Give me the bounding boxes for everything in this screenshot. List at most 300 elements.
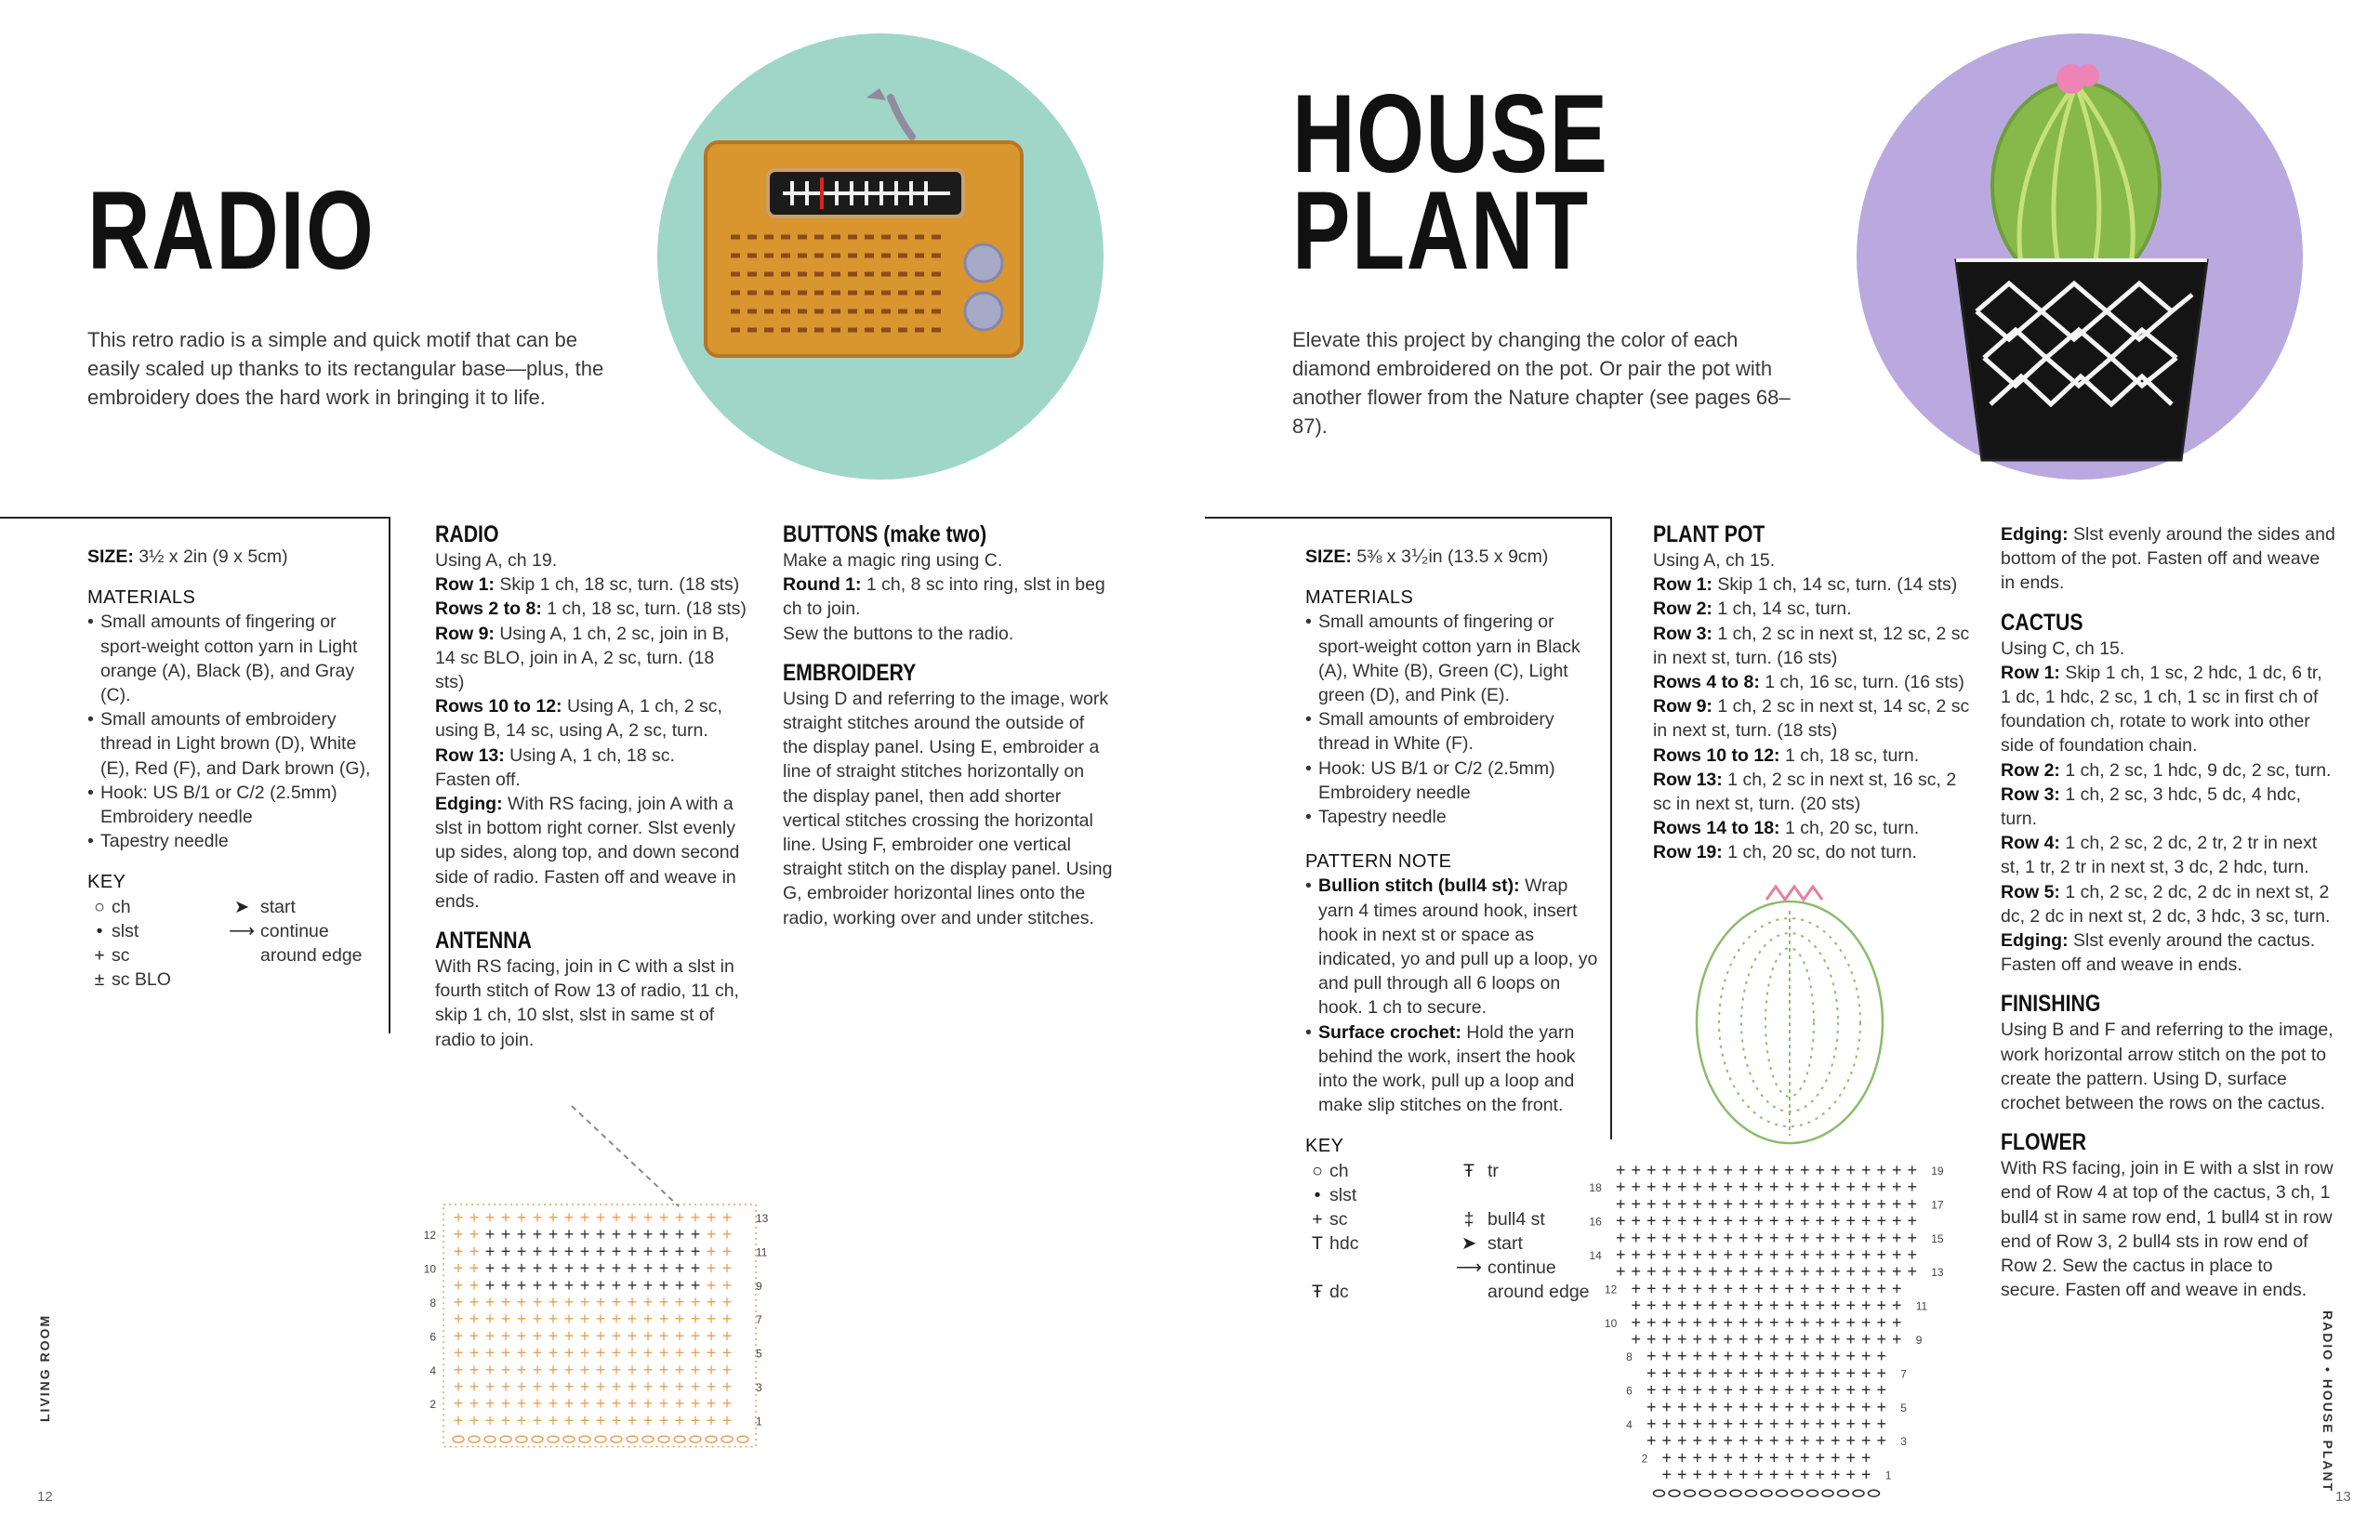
chain-mark	[595, 1436, 606, 1442]
chain-mark	[674, 1436, 685, 1442]
pattern-line	[783, 548, 1114, 573]
stitch-mark: +	[1876, 1262, 1887, 1282]
stitch-mark: +	[1815, 1431, 1826, 1451]
stitch-mark: +	[1676, 1161, 1687, 1179]
stitch-mark: +	[642, 1242, 654, 1261]
stitch-mark: +	[1692, 1431, 1703, 1451]
row-number-label: 4	[430, 1363, 436, 1377]
materials-item: • Small amounts of fingering or sport-weight cotton yarn in Black (A), White (B), Green (C), Light green (D), and Pink (E).	[1305, 610, 1601, 707]
stitch-mark: +	[1860, 1363, 1871, 1383]
stitch-mark: +	[642, 1258, 654, 1278]
stitch-mark: +	[1692, 1262, 1703, 1282]
stitch-mark: +	[1768, 1380, 1779, 1400]
stitch-mark: +	[1753, 1228, 1765, 1247]
stitch-mark: +	[1907, 1262, 1918, 1282]
stitch-mark: +	[1815, 1194, 1826, 1214]
stitch-mark: +	[1753, 1465, 1765, 1484]
stitch-mark: +	[595, 1208, 606, 1227]
radio-pattern-column	[435, 515, 747, 1052]
stitch-mark: +	[1876, 1245, 1887, 1264]
row-label: Row 9:	[435, 623, 495, 644]
note-label: Bullion stitch (bull4 st):	[1318, 875, 1520, 897]
stitch-mark: +	[1830, 1415, 1841, 1433]
stitch-mark: +	[1784, 1465, 1795, 1484]
stitch-mark: +	[1830, 1228, 1841, 1247]
stitch-mark: +	[453, 1343, 464, 1362]
pattern-line	[435, 597, 747, 621]
stitch-mark: +	[1676, 1431, 1687, 1451]
stitch-mark: +	[1631, 1330, 1642, 1349]
stitch-mark: +	[516, 1377, 527, 1396]
stitch-mark: +	[563, 1377, 575, 1396]
stitch-mark: +	[1738, 1448, 1749, 1468]
pattern-line	[1653, 597, 1978, 621]
pattern-line	[1653, 573, 1978, 597]
stitch-mark: +	[1661, 1279, 1673, 1298]
house-plant-illustration	[1856, 33, 2304, 480]
pattern-line	[435, 694, 747, 743]
chain-mark	[642, 1436, 654, 1442]
stitch-mark: +	[563, 1360, 575, 1379]
stitch-mark: +	[1707, 1312, 1718, 1332]
materials-item: • Tapestry needle	[1305, 805, 1601, 829]
stitch-mark: +	[595, 1377, 606, 1396]
stitch-mark: +	[1845, 1330, 1857, 1349]
stitch-mark: +	[611, 1310, 622, 1329]
stitch-mark: +	[721, 1326, 733, 1346]
stitch-mark: +	[1692, 1465, 1703, 1484]
row-label: Rows 4 to 8:	[1653, 672, 1760, 693]
stitch-mark: +	[1707, 1415, 1718, 1433]
stitch-mark: +	[1891, 1161, 1902, 1179]
stitch-mark: +	[1738, 1397, 1749, 1416]
stitch-mark: +	[1799, 1330, 1810, 1349]
stitch-mark: +	[1845, 1228, 1857, 1247]
row-text: Skip 1 ch, 14 sc, turn. (14 sts)	[1712, 574, 1958, 596]
stitch-mark: +	[1830, 1363, 1841, 1383]
stitch-mark: +	[611, 1208, 622, 1227]
stitch-mark: +	[453, 1326, 464, 1346]
stitch-mark: +	[706, 1343, 717, 1362]
stitch-mark: +	[563, 1310, 575, 1329]
stitch-mark: +	[611, 1225, 622, 1244]
stitch-mark: +	[1830, 1262, 1841, 1282]
stitch-mark: +	[1860, 1194, 1871, 1214]
stitch-mark: +	[611, 1394, 622, 1414]
stitch-mark: +	[1907, 1194, 1918, 1214]
row-number-label: 19	[1931, 1165, 1944, 1178]
stitch-mark: +	[563, 1293, 575, 1311]
stitch-mark: +	[1631, 1161, 1642, 1179]
stitch-mark: +	[690, 1242, 701, 1261]
stitch-mark: +	[1707, 1397, 1718, 1416]
row-text: With RS facing, join A with a slst in bottom right corner. Slst evenly up sides, along top, and down second side of radio. Fasten off and weave in ends.	[435, 794, 740, 912]
stitch-mark: +	[1676, 1380, 1687, 1400]
pattern-line	[2001, 783, 2335, 831]
stitch-mark: +	[690, 1360, 701, 1379]
stitch-mark: +	[579, 1394, 590, 1414]
stitch-mark: +	[469, 1343, 480, 1362]
stitch-mark: +	[516, 1360, 527, 1379]
stitch-mark: +	[690, 1343, 701, 1362]
stitch-mark: +	[627, 1360, 638, 1379]
stitch-mark: +	[548, 1293, 559, 1311]
stitch-mark: +	[1646, 1312, 1657, 1332]
stitch-mark: +	[1661, 1178, 1673, 1197]
pattern-line	[2001, 928, 2335, 977]
materials-item: • Small amounts of fingering or sport-weight cotton yarn in Light orange (A), Black (B), and Gray (C).	[87, 610, 376, 707]
note-text: Hold the yarn behind the work, insert the hook into the work, pull up a loop and make slip stitches on the front.	[1318, 1021, 1576, 1116]
section-heading-flower: FLOWER	[2001, 1129, 2087, 1156]
chain-mark	[611, 1436, 622, 1442]
stitch-mark: +	[1907, 1211, 1918, 1231]
stitch-mark: +	[706, 1225, 717, 1244]
stitch-mark: +	[1661, 1397, 1673, 1416]
radio-illustration	[656, 33, 1104, 480]
stitch-mark: +	[453, 1360, 464, 1379]
row-label: Row 1:	[2001, 662, 2060, 683]
stitch-mark: +	[658, 1310, 669, 1329]
continue-arrow-icon: ⟶	[1456, 1257, 1482, 1278]
stitch-mark: +	[642, 1293, 654, 1311]
row-text: 1 ch, 16 sc, turn. (16 sts)	[1759, 672, 1964, 693]
stitch-mark: +	[516, 1411, 527, 1430]
page-title-radio: RADIO	[87, 168, 376, 293]
stitch-mark: +	[1876, 1296, 1887, 1315]
stitch-mark: +	[674, 1326, 685, 1346]
stitch-mark: +	[563, 1343, 575, 1362]
row-text: Using A, 1 ch, 2 sc, using B, 14 sc, using A, 2 sc, turn.	[435, 696, 722, 742]
stitch-mark: +	[1692, 1245, 1703, 1264]
stitch-mark: +	[1738, 1262, 1749, 1282]
stitch-mark: +	[1784, 1245, 1795, 1264]
pattern-line	[435, 573, 747, 597]
stitch-mark: +	[1845, 1380, 1857, 1400]
stitch-mark: +	[1891, 1178, 1902, 1197]
stitch-mark: +	[1784, 1397, 1795, 1416]
stitch-mark: +	[1646, 1279, 1657, 1298]
stitch-mark: +	[1692, 1161, 1703, 1179]
note-text: Wrap yarn 4 times around hook, insert hook in next st or space as indicated, yo and pull up a loop, yo and pull through all 6 loops on hook. 1 ch to secure.	[1318, 875, 1598, 1019]
pattern-line	[1653, 548, 1978, 573]
stitch-mark: +	[1692, 1211, 1703, 1231]
stitch-mark: +	[642, 1225, 654, 1244]
stitch-mark: +	[721, 1411, 733, 1430]
stitch-mark: +	[627, 1411, 638, 1430]
row-label: Row 1:	[435, 574, 495, 596]
row-text: 1 ch, 2 sc in next st, 16 sc, 2 sc in next st, turn. (20 sts)	[1653, 769, 1957, 815]
stitch-mark: +	[1815, 1211, 1826, 1231]
stitch-mark: +	[1753, 1161, 1765, 1179]
stitch-mark: +	[1891, 1312, 1902, 1332]
stitch-mark: +	[1631, 1245, 1642, 1264]
stitch-mark: +	[516, 1343, 527, 1362]
row-number-label: 18	[1589, 1181, 1602, 1195]
row-number-label: 12	[423, 1229, 436, 1243]
pattern-line	[1653, 816, 1978, 840]
stitch-mark: +	[1692, 1296, 1703, 1315]
stitch-mark: +	[1860, 1448, 1871, 1468]
key-spacer	[1450, 1280, 1488, 1304]
stitch-mark: +	[611, 1326, 622, 1346]
pattern-line	[2001, 661, 2335, 758]
stitch-mark: +	[500, 1208, 511, 1227]
stitch-mark: +	[642, 1208, 654, 1227]
stitch-mark: +	[674, 1343, 685, 1362]
row-label: Row 19:	[1653, 842, 1723, 863]
stitch-mark: +	[690, 1326, 701, 1346]
stitch-mark: +	[1815, 1296, 1826, 1315]
stitch-mark: +	[579, 1293, 590, 1311]
stitch-mark: +	[579, 1258, 590, 1278]
stitch-mark: +	[532, 1326, 543, 1346]
materials-list	[87, 610, 376, 853]
stitch-mark: +	[706, 1310, 717, 1329]
stitch-mark: +	[1768, 1312, 1779, 1332]
sc-symbol-icon: +	[94, 944, 105, 966]
stitch-mark: +	[453, 1310, 464, 1329]
stitch-mark: +	[1631, 1279, 1642, 1298]
stitch-mark: +	[500, 1326, 511, 1346]
row-number-label: 3	[756, 1381, 762, 1394]
row-number-label: 1	[1884, 1468, 1892, 1482]
row-text: 1 ch, 14 sc, turn.	[1712, 599, 1852, 620]
stitch-mark: +	[579, 1310, 590, 1329]
stitch-mark: +	[1707, 1228, 1718, 1247]
stitch-mark: +	[1876, 1363, 1887, 1383]
stitch-mark: +	[1799, 1245, 1810, 1264]
stitch-mark: +	[1692, 1448, 1703, 1468]
stitch-mark: +	[1661, 1465, 1673, 1484]
stitch-mark: +	[1692, 1330, 1703, 1349]
radio-photo	[656, 33, 1104, 480]
sc-blo-symbol-icon: ±	[94, 968, 105, 990]
stitch-mark: +	[1707, 1211, 1718, 1231]
stitch-mark: +	[1799, 1415, 1810, 1433]
row-number-label: 15	[1931, 1231, 1944, 1245]
stitch-mark: +	[595, 1275, 606, 1295]
stitch-mark: +	[1768, 1330, 1779, 1349]
stitch-mark: +	[516, 1225, 527, 1244]
stitch-mark: +	[1830, 1178, 1841, 1197]
pattern-line	[435, 744, 747, 768]
stitch-mark: +	[1661, 1415, 1673, 1433]
stitch-mark: +	[1845, 1178, 1857, 1197]
stitch-mark: +	[1876, 1431, 1887, 1451]
row-label: Edging:	[2001, 524, 2069, 545]
stitch-mark: +	[1784, 1431, 1795, 1451]
stitch-mark: +	[500, 1343, 511, 1362]
stitch-mark: +	[1753, 1448, 1765, 1468]
chain-mark	[500, 1436, 511, 1442]
stitch-mark: +	[1799, 1194, 1810, 1214]
stitch-mark: +	[674, 1310, 685, 1329]
stitch-mark: +	[1799, 1279, 1810, 1298]
stitch-mark: +	[1830, 1465, 1841, 1484]
stitch-mark: +	[1676, 1178, 1687, 1197]
stitch-mark: +	[548, 1394, 559, 1414]
pattern-line	[1653, 768, 1978, 816]
stitch-mark: +	[1615, 1262, 1626, 1282]
stitch-mark: +	[674, 1411, 685, 1430]
pattern-note-item	[1305, 874, 1601, 1020]
chain-mark	[1822, 1490, 1833, 1496]
stitch-mark: +	[1768, 1262, 1779, 1282]
stitch-mark: +	[1676, 1211, 1687, 1231]
row-text: Using A, ch 15.	[1653, 550, 1776, 571]
stitch-mark: +	[1860, 1347, 1871, 1366]
stitch-mark: +	[1646, 1161, 1657, 1179]
stitch-mark: +	[1784, 1448, 1795, 1468]
stitch-key	[1305, 1159, 1601, 1304]
stitch-mark: +	[1631, 1228, 1642, 1247]
row-number-label: 13	[756, 1212, 769, 1225]
stitch-mark: +	[1830, 1296, 1841, 1315]
stitch-mark: +	[579, 1360, 590, 1379]
section-heading-cactus: CACTUS	[2001, 609, 2083, 636]
stitch-mark: +	[532, 1275, 543, 1295]
stitch-mark: +	[1738, 1330, 1749, 1349]
stitch-mark: +	[1768, 1245, 1779, 1264]
stitch-mark: +	[1845, 1465, 1857, 1484]
stitch-mark: +	[1707, 1448, 1718, 1468]
stitch-mark: +	[721, 1258, 733, 1278]
stitch-mark: +	[500, 1293, 511, 1311]
stitch-mark: +	[548, 1275, 559, 1295]
stitch-mark: +	[1676, 1397, 1687, 1416]
stitch-mark: +	[627, 1242, 638, 1261]
stitch-mark: +	[706, 1326, 717, 1346]
chain-mark	[469, 1436, 480, 1442]
stitch-mark: +	[1768, 1397, 1779, 1416]
pattern-line	[2001, 522, 2335, 596]
page-number: 13	[2335, 1489, 2351, 1505]
stitch-mark: +	[469, 1411, 480, 1430]
stitch-mark: +	[484, 1310, 496, 1329]
stitch-mark: +	[579, 1208, 590, 1227]
materials-list	[1305, 610, 1601, 829]
stitch-mark: +	[500, 1225, 511, 1244]
row-label: Row 5:	[2001, 881, 2060, 902]
row-text: Using A, 1 ch, 18 sc.	[504, 744, 675, 766]
stitch-mark: +	[548, 1326, 559, 1346]
stitch-mark: +	[1631, 1312, 1642, 1332]
stitch-mark: +	[1799, 1296, 1810, 1315]
stitch-mark: +	[1692, 1194, 1703, 1214]
stitch-mark: +	[1830, 1279, 1841, 1298]
stitch-mark: +	[1784, 1279, 1795, 1298]
stitch-mark: +	[532, 1360, 543, 1379]
stitch-mark: +	[1815, 1448, 1826, 1468]
row-number-label: 1	[756, 1415, 762, 1428]
stitch-mark: +	[1646, 1245, 1657, 1264]
stitch-mark: +	[1723, 1363, 1734, 1383]
key-spacer	[223, 943, 260, 967]
pattern-line	[435, 622, 747, 695]
stitch-mark: +	[1845, 1211, 1857, 1231]
stitch-mark: +	[1830, 1380, 1841, 1400]
radio-crochet-chart	[400, 1097, 790, 1450]
stitch-mark: +	[563, 1208, 575, 1227]
stitch-mark: +	[1845, 1262, 1857, 1282]
chain-mark	[548, 1436, 559, 1442]
stitch-mark: +	[469, 1258, 480, 1278]
stitch-mark: +	[1876, 1347, 1887, 1366]
stitch-mark: +	[1845, 1415, 1857, 1433]
plant-pot-column	[1653, 515, 1978, 865]
key-label: bull4 st	[1488, 1208, 1545, 1230]
row-text: 1 ch, 2 sc, 2 dc, 2 tr, 2 tr in next st, 1 tr, 2 tr in next st, 3 dc, 2 hdc, turn.	[2001, 833, 2318, 878]
size-value: 3½ x 2in (9 x 5cm)	[133, 546, 288, 567]
start-arrow-icon: ➤	[1461, 1232, 1477, 1254]
row-text: 1 ch, 8 sc into ring, slst in beg ch to join.	[783, 574, 1105, 620]
stitch-mark: +	[1907, 1161, 1918, 1179]
stitch-mark: +	[1676, 1279, 1687, 1298]
antenna-text: With RS facing, join in C with a slst in fourth stitch of Row 13 of radio, 11 ch, skip 1 ch, 10 slst, slst in same st of radio to join.	[435, 956, 739, 1050]
row-label: Row 2:	[1653, 599, 1712, 620]
row-label: Round 1:	[783, 574, 862, 596]
stitch-mark: +	[1676, 1312, 1687, 1332]
pattern-line	[435, 548, 747, 573]
stitch-mark: +	[1845, 1448, 1857, 1468]
stitch-mark: +	[1723, 1330, 1734, 1349]
stitch-mark: +	[658, 1258, 669, 1278]
stitch-mark: +	[706, 1208, 717, 1227]
stitch-mark: +	[1830, 1194, 1841, 1214]
materials-item: • Tapestry needle	[87, 829, 376, 853]
pattern-line	[1653, 744, 1978, 768]
stitch-mark: +	[1723, 1465, 1734, 1484]
row-text: Slst evenly around the cactus. Fasten off and weave in ends.	[2001, 930, 2316, 976]
stitch-mark: +	[611, 1242, 622, 1261]
stitch-mark: +	[453, 1377, 464, 1396]
stitch-mark: +	[579, 1242, 590, 1261]
stitch-mark: +	[453, 1275, 464, 1295]
stitch-mark: +	[1876, 1211, 1887, 1231]
stitch-mark: +	[1876, 1279, 1887, 1298]
stitch-mark: +	[516, 1242, 527, 1261]
stitch-mark: +	[1676, 1347, 1687, 1366]
stitch-mark: +	[706, 1411, 717, 1430]
stitch-mark: +	[1661, 1347, 1673, 1366]
stitch-mark: +	[1907, 1245, 1918, 1264]
row-number-label: 17	[1931, 1198, 1944, 1212]
stitch-mark: +	[1815, 1228, 1826, 1247]
stitch-mark: +	[721, 1394, 733, 1414]
stitch-mark: +	[674, 1293, 685, 1311]
stitch-mark: +	[1784, 1363, 1795, 1383]
stitch-mark: +	[674, 1225, 685, 1244]
stitch-mark: +	[1845, 1245, 1857, 1264]
stitch-mark: +	[1631, 1178, 1642, 1197]
stitch-mark: +	[595, 1394, 606, 1414]
stitch-mark: +	[1799, 1397, 1810, 1416]
stitch-mark: +	[563, 1411, 575, 1430]
pattern-note-item	[1305, 1020, 1601, 1118]
stitch-mark: +	[1799, 1211, 1810, 1231]
stitch-mark: +	[1830, 1161, 1841, 1179]
chain-mark	[690, 1436, 701, 1442]
section-side-label: LIVING ROOM	[37, 1313, 52, 1422]
stitch-mark: +	[1723, 1262, 1734, 1282]
stitch-mark: +	[579, 1411, 590, 1430]
stitch-mark: +	[1738, 1194, 1749, 1214]
stitch-mark: +	[1845, 1363, 1857, 1383]
stitch-mark: +	[627, 1275, 638, 1295]
stitch-mark: +	[1860, 1211, 1871, 1231]
stitch-mark: +	[721, 1377, 733, 1396]
right-materials-column	[1305, 545, 1601, 1304]
